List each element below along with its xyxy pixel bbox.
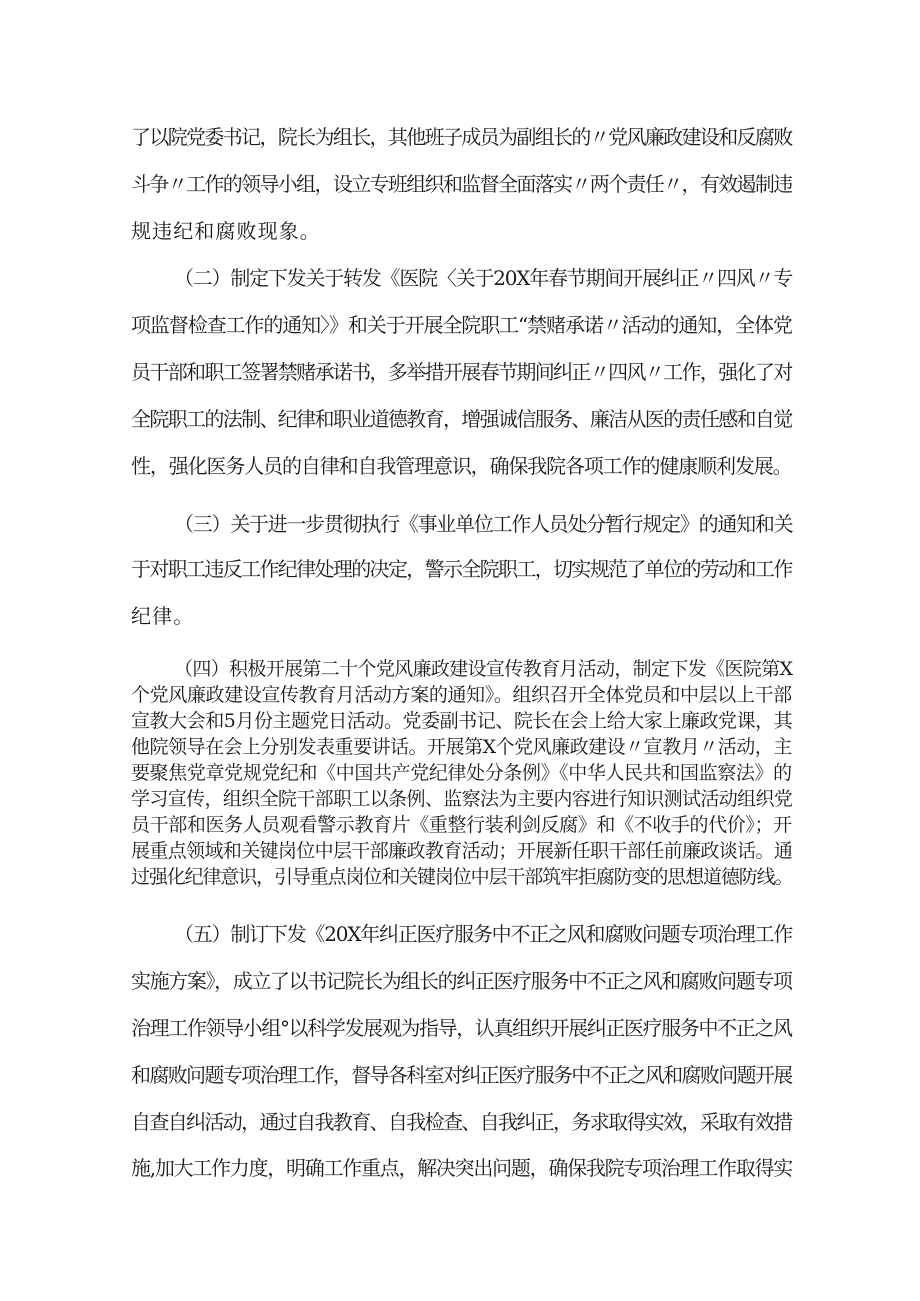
text-line: （四）积极开展第二十个党风廉政建设宣传教育月活动，制定下发《医院第X (174, 658, 793, 680)
text-line: 实施方案》，成立了以书记院长为组长的纠正医疗服务中不正之风和腐败问题专项 (131, 969, 792, 993)
text-line: （五）制订下发《20X年纠正医疗服务中不正之风和腐败问题专项治理工作 (174, 922, 793, 946)
text-line: 规违纪和腐败现象。 (131, 219, 321, 243)
text-line: 项监督检查工作的通知〉》和关于开展全院职工“禁赌承诺〃活动的通知，全体党 (131, 313, 792, 337)
text-line: 性，强化医务人员的自律和自我管理意识，确保我院各项工作的健康顺利发展。 (131, 454, 792, 478)
text-line: 和腐败问题专项治理工作，督导各科室对纠正医疗服务中不正之风和腐败问题开展 (131, 1063, 792, 1087)
text-line: 过强化纪律意识，引导重点岗位和关键岗位中层干部筑牢拒腐防变的思想道德防线。 (131, 866, 793, 888)
text-line: 自查自纠活动，通过自我教育、自我检查、自我纠正，务求取得实效，采取有效措 (131, 1110, 792, 1134)
text-line: 个党风廉政建设宣传教育月活动方案的通知》。组织召开全体党员和中层以上干部 (131, 684, 792, 706)
text-line: 要聚焦党章党规党纪和《中国共产党纪律处分条例》《中华人民共和国监察法》的 (131, 762, 792, 784)
text-line: 展重点领域和关键岗位中层干部廉政教育活动；开展新任职干部任前廉政谈话。通 (131, 840, 793, 862)
text-line: （二）制定下发关于转发《医院〈关于20X年春节期间开展纠正〃四风〃专 (174, 266, 793, 290)
text-line: （三）关于进一步贯彻执行《事业单位工作人员处分暂行规定》的通知和关 (174, 512, 793, 536)
text-line: 员干部和职工签署禁赌承诺书，多举措开展春节期间纠正〃四风〃工作，强化了对 (131, 360, 792, 384)
text-line: 全院职工的法制、纪律和职业道德教育，增强诚信服务、廉洁从医的责任感和自觉 (131, 407, 792, 431)
text-line: 员干部和医务人员观看警示教育片《重整行装利剑反腐》和《不收手的代价》；开 (131, 814, 792, 836)
text-line: 纪律。 (131, 604, 195, 628)
text-line: 宣教大会和5月份主题党日活动。党委副书记、院长在会上给大家上廉政党课，其 (131, 710, 793, 732)
text-line: 斗争〃工作的领导小组，设立专班组织和监督全面落实〃两个责任〃，有效遏制违 (131, 172, 792, 196)
text-line: 施,加大工作力度，明确工作重点，解决突出问题，确保我院专项治理工作取得实 (131, 1156, 792, 1180)
text-line: 学习宣传，组织全院干部职工以条例、监察法为主要内容进行知识测试活动组织党 (131, 788, 793, 810)
text-line: 于对职工违反工作纪律处理的决定，警示全院职工，切实规范了单位的劳动和工作 (131, 557, 792, 581)
text-line: 治理工作领导小组°以科学发展观为指导，认真组织开展纠正医疗服务中不正之风 (131, 1016, 792, 1040)
text-line: 他院领导在会上分别发表重要讲话。开展第X个党风廉政建设〃宣教月〃活动，主 (131, 736, 792, 758)
text-line: 了以院党委书记，院长为组长，其他班子成员为副组长的〃党风廉政建设和反腐败 (131, 125, 792, 149)
